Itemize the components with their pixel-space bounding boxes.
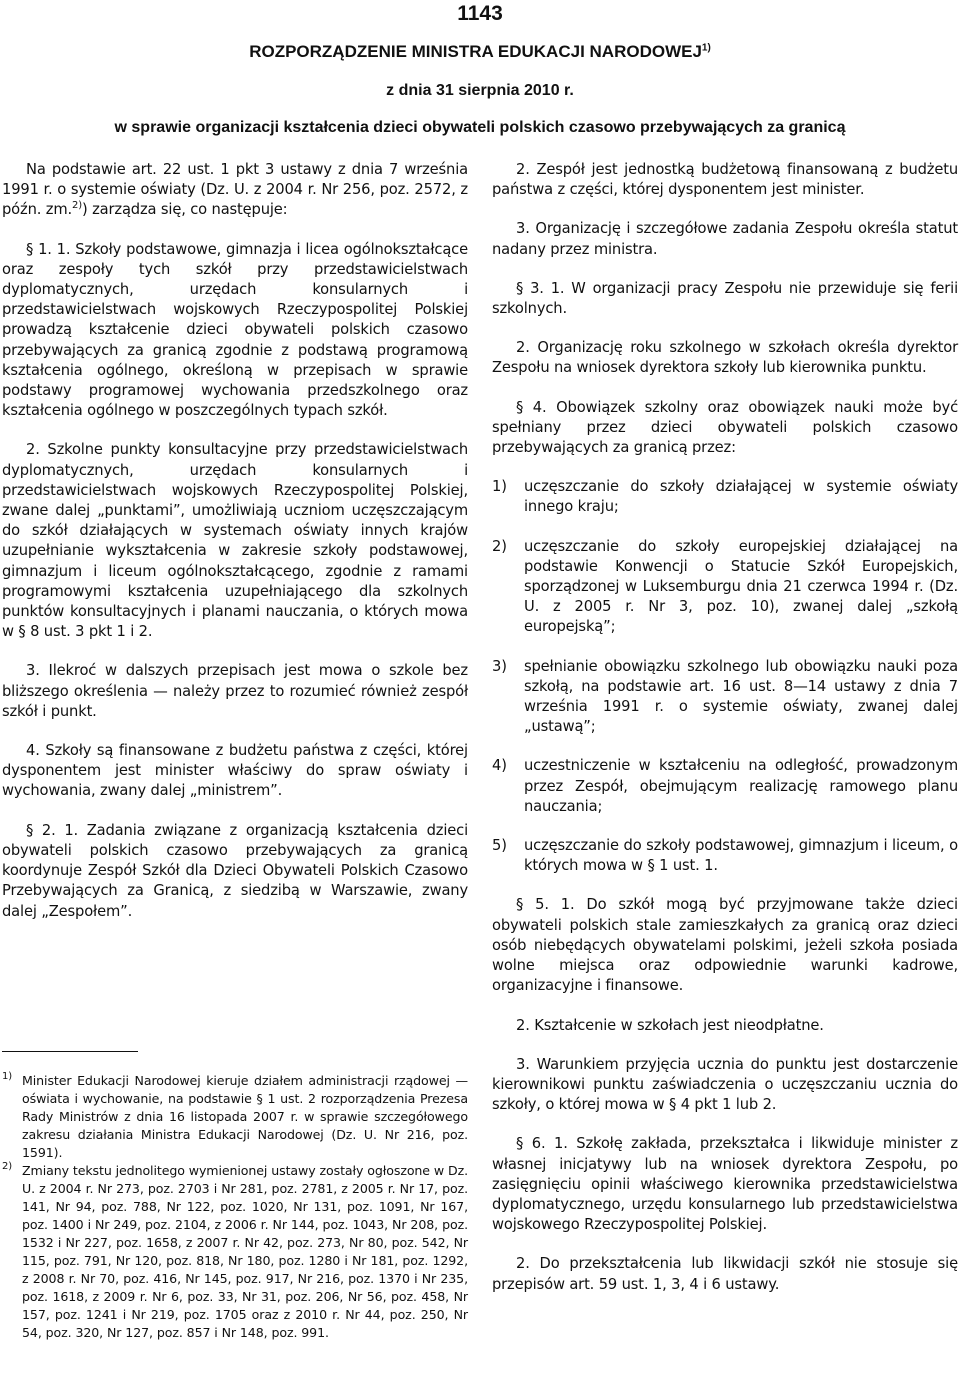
right-column: [492, 160, 958, 1314]
preamble-text-b: ) zarządza się, co następuje:: [81, 201, 288, 219]
preamble-text-a: Na podstawie art. 22 ust. 1 pkt 3 ustawy z dnia 7 września 1991 r. o systemie oświaty (Dz. U. z 2004 r. Nr 256, poz. 2572, z późn. zm.: [2, 161, 468, 219]
section-6-paragraph-2: 2. Do przekształcenia lub likwidacji szkół nie stosuje się przepisów art. 59 ust. 1, 3, 4 i 6 ustawy.: [492, 1255, 958, 1293]
section-5-paragraph-3: 3. Warunkiem przyjęcia ucznia do punktu jest dostarczenie kierownikowi punktu zaświadczenia o uczęszczaniu ucznia do szkoły, o której mowa w § 4 pkt 1 lub 2.: [492, 1055, 958, 1114]
list-item: [492, 657, 958, 738]
footnote-separator: [2, 1051, 138, 1052]
preamble-footnote-mark: 2): [72, 200, 82, 212]
section-5-paragraph-2: 2. Kształcenie w szkołach jest nieodpłatne.: [516, 1016, 824, 1034]
list-item-text: uczęszczanie do szkoły podstawowej, gimnazjum i liceum, o których mowa w § 1 ust. 1.: [524, 837, 958, 875]
section-2-paragraph-1: § 2. 1. Zadania związane z organizacją kształcenia dzieci obywateli polskich czasowo przebywających za granicą koordynuje Zespół Szkół dla Dzieci Obywateli Polskich Czasowo Przebywających za Granicą, z siedzibą w Warszawie, zwany dalej „Zespołem”.: [2, 821, 468, 920]
list-item: [492, 537, 958, 638]
section-1-paragraph-4: 4. Szkoły są finansowane z budżetu państwa z części, której dysponentem jest minister właściwy do spraw oświaty i wychowania, zwany dalej „ministrem”.: [2, 742, 468, 800]
footnote-2-text: Zmiany tekstu jednolitego wymienionej ustawy zostały ogłoszone w Dz. U. z 2004 r. Nr 273, poz. 2703 i Nr 281, poz. 2781, z 2005 r. Nr 17, poz. 141, Nr 94, poz. 788, Nr 122, poz. 1020, Nr 131, poz. 1091, Nr 167, poz. 1400 i Nr 249, poz. 2104, z 2006 r. Nr 144, poz. 1043, Nr 208, poz. 1532 i Nr 227, poz. 1658, z 2007 r. Nr 42, poz. 273, Nr 80, poz. 542, Nr 115, poz. 791, Nr 120, poz. 818, Nr 180, poz. 1280 i Nr 181, poz. 1292, z 2008 r. Nr 70, poz. 416, Nr 145, poz. 917, Nr 216, poz. 1370 i Nr 235, poz. 1618, z 2009 r. Nr 6, poz. 33, Nr 31, poz. 206, Nr 56, poz. 458, Nr 157, poz. 1241 i Nr 219, poz. 1705 oraz z 2010 r. Nr 44, poz. 250, Nr 54, poz. 320, Nr 127, poz. 857 i Nr 148, poz. 991.: [22, 1163, 468, 1340]
title-footnote-mark: 1): [701, 42, 711, 54]
list-item: [492, 836, 958, 876]
section-4-intro: § 4. Obowiązek szkolny oraz obowiązek nauki może być spełniany przez dzieci obywateli polskich czasowo przebywających za granicą przez:: [492, 398, 958, 457]
preamble: [2, 160, 468, 221]
footnote-1: [2, 1072, 468, 1162]
section-2-paragraph-3: 3. Organizację i szczegółowe zadania Zespołu określa statut nadany przez ministra.: [492, 220, 958, 258]
document-title: [0, 42, 960, 62]
list-item: [492, 756, 958, 817]
document-title-text: ROZPORZĄDZENIE MINISTRA EDUKACJI NARODOWEJ: [249, 42, 702, 61]
document-subject: w sprawie organizacji kształcenia dzieci obywateli polskich czasowo przebywających za granicą: [114, 119, 846, 136]
section-1-paragraph-2: 2. Szkolne punkty konsultacyjne przy przedstawicielstwach dyplomatycznych, urzędach konsularnych i przedstawicielstwach wojskowych Rzeczypospolitej Polskiej, zwane dalej „punktami”, umożliwiają uczniom uczęszczającym do szkół działających w systemach oświaty innych krajów uzupełnianie wykształcenia w zakresie szkoły podstawowej, gimnazjum i liceum ogólnokształcącego, zgodnie z ramami programowymi kształcenia uzupełniającego dla szkolnych punktów konsultacyjnych i planami nauczania, o których mowa w § 8 ust. 3 pkt 1 i 2.: [2, 441, 468, 641]
section-1-paragraph-1: § 1. 1. Szkoły podstawowe, gimnazja i licea ogólnokształcące oraz zespoły tych szkół przy przedstawicielstwach dyplomatycznych, urzędach konsularnych i przedstawicielstwach wojskowych Rzeczypospolitej Polskiej prowadzą kształcenie dzieci obywateli polskich czasowo przebywających za granicą zgodnie z podstawą programową kształcenia ogólnego, określoną w przepisach w sprawie podstawy programowej wychowania przedszkolnego oraz kształcenia ogólnego w poszczególnych typach szkół.: [2, 240, 468, 420]
list-item: [492, 477, 958, 517]
section-3-paragraph-1: § 3. 1. W organizacji pracy Zespołu nie przewiduje się ferii szkolnych.: [492, 279, 958, 318]
list-item-text: uczęszczanie do szkoły działającej w systemie oświaty innego kraju;: [524, 478, 958, 516]
section-1-paragraph-3: 3. Ilekroć w dalszych przepisach jest mowa o szkole bez bliższego określenia — należy przez to rozumieć również zespół szkół i punkt.: [2, 662, 468, 720]
section-2-paragraph-2: 2. Zespół jest jednostką budżetową finansowaną z budżetu państwa z części, której dysponentem jest minister.: [492, 161, 958, 199]
footnote-2: [2, 1162, 468, 1342]
footnote-2-mark: 2): [2, 1161, 13, 1172]
document-date: z dnia 31 sierpnia 2010 r.: [386, 82, 574, 99]
footnote-1-text: Minister Edukacji Narodowej kieruje działem administracji rządowej — oświata i wychowanie, na podstawie § 1 ust. 2 rozporządzenia Prezesa Rady Ministrów z dnia 16 listopada 2007 r. w sprawie szczegółowego zakresu działania Ministra Edukacji Narodowej (Dz. U. Nr 216, poz. 1591).: [22, 1073, 468, 1160]
section-6-paragraph-1: § 6. 1. Szkołę zakłada, przekształca i likwiduje minister z własnej inicjatywy lub na wniosek dyrektora Zespołu, po zasięgnięciu opinii właściwego kierownika przedstawicielstwa dyplomatycznego, urzędu konsularnego lub przedstawicielstwa wojskowego Rzeczypospolitej Polskiej.: [492, 1135, 958, 1234]
list-item-text: spełnianie obowiązku szkolnego lub obowiązku nauki poza szkołą, na podstawie art. 16 ust. 8—14 ustawy z dnia 7 września 1991 r. o systemie oświaty, zwanej dalej „ustawą”;: [524, 657, 958, 736]
page-number: 1143: [457, 2, 503, 25]
footnotes: [2, 1072, 468, 1342]
list-item-number: 5): [492, 837, 507, 855]
list-item-number: 1): [492, 478, 507, 496]
footnote-1-mark: 1): [2, 1071, 13, 1082]
list-item-number: 4): [492, 757, 507, 775]
section-3-paragraph-2: 2. Organizację roku szkolnego w szkołach określa dyrektor Zespołu na wniosek dyrektora szkoły lub kierownika punktu.: [492, 339, 958, 377]
left-column: [2, 160, 468, 941]
list-item-text: uczestniczenie w kształceniu na odległość, prowadzonym przez Zespół, obejmującym realizację ramowego planu nauczania;: [524, 757, 958, 815]
list-item-number: 3): [492, 657, 507, 675]
section-5-paragraph-1: § 5. 1. Do szkół mogą być przyjmowane także dzieci obywateli polskich stale zamieszkałych za granicą oraz dzieci osób niebędących obywatelami polskimi, jeżeli szkoła posiada wolne miejsca oraz odpowiednie warunki kadrowe, organizacyjne i finansowe.: [492, 896, 958, 995]
list-item-number: 2): [492, 537, 507, 555]
list-item-text: uczęszczanie do szkoły europejskiej działającej na podstawie Konwencji o Statucie Szkół Europejskich, sporządzonej w Luksemburgu dnia 21 czerwca 1994 r. (Dz. U. z 2005 r. Nr 3, poz. 10), zwanej dalej „szkołą europejską”;: [524, 537, 958, 636]
